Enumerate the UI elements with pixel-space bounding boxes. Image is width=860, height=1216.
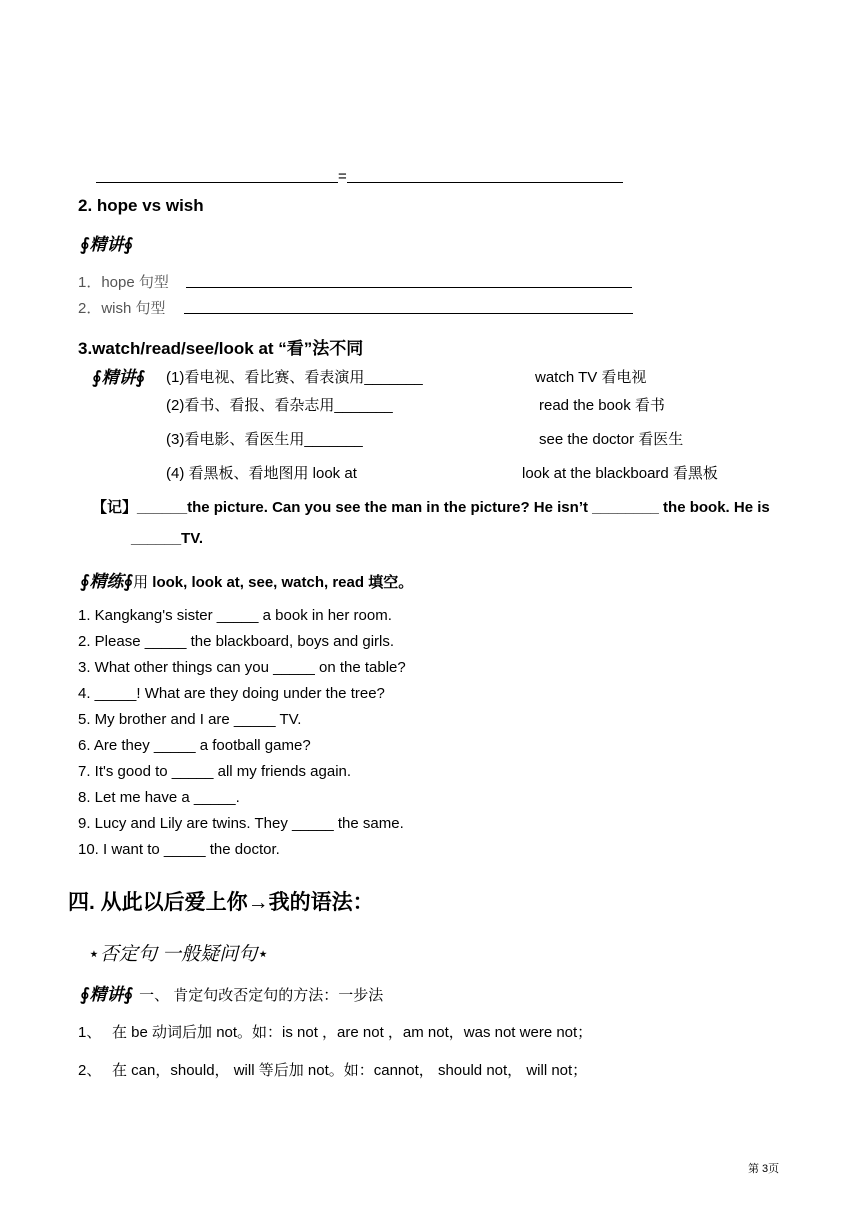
remember-line-2: ______TV. (131, 530, 204, 547)
practice-header (80, 567, 413, 592)
page-number: 第 3页 (748, 1163, 780, 1175)
practice-mark: ∮精练∮ (80, 572, 134, 591)
exercise-item: 6. Are they _____ a football game? (78, 737, 311, 754)
pattern-label: 1．hope 句型 (78, 274, 169, 291)
usage-left: (2)看书、看报、看杂志用_______ (166, 397, 393, 414)
lecture-mark: ∮精讲∮ (92, 368, 146, 387)
exercise-item: 2. Please _____ the blackboard, boys and girls. (78, 633, 395, 650)
grammar-subtitle: ⋆否定句 一般疑问句⋆ (88, 944, 270, 965)
section-title: 四. 从此以后爱上你→我的语法： (68, 891, 374, 914)
exercise-item: 7. It's good to _____ all my friends again. (78, 763, 352, 780)
usage-example: see the doctor 看医生 (539, 431, 684, 448)
instruction-prefix: 用 (133, 574, 153, 591)
instruction-words: look, look at, see, watch, read (152, 574, 365, 591)
remember-text: ______the picture. Can you see the man in the picture? He isn’t ________ the book. He is (137, 499, 770, 516)
usage-example: read the book 看书 (539, 397, 665, 414)
rule-text: 在 can，should， will 等后加 not。如：cannot， should not， will not； (112, 1062, 588, 1079)
step-header (80, 980, 383, 1005)
usage-left: (3)看电影、看医生用_______ (166, 431, 363, 448)
blank-line (347, 182, 623, 183)
remember-tag: 【记】 (92, 499, 138, 516)
rule-text: 在 be 动词后加 not。如：is not ，are not ，am not，was not were not； (112, 1024, 593, 1041)
exercise-item: 4. _____! What are they doing under the tree? (78, 685, 385, 702)
blank-line (184, 313, 633, 314)
rule-number: 1、 (78, 1024, 102, 1041)
blank-line (96, 182, 338, 183)
usage-example: look at the blackboard 看黑板 (522, 465, 718, 482)
usage-left: (1)看电视、看比赛、看表演用_______ (166, 369, 423, 386)
equals-sign: = (338, 168, 347, 185)
blank-line (186, 287, 632, 288)
usage-left: (4) 看黑板、看地图用 look at (166, 465, 357, 482)
exercise-item: 1. Kangkang's sister _____ a book in her room. (78, 607, 392, 624)
exercise-item: 3. What other things can you _____ on the table? (78, 659, 406, 676)
remember-line (92, 496, 770, 517)
usage-example: watch TV 看电视 (535, 369, 647, 386)
rule-number: 2、 (78, 1062, 102, 1079)
exercise-item: 5. My brother and I are _____ TV. (78, 711, 302, 728)
lecture-mark: ∮精讲∮ (80, 235, 134, 254)
section-title: 2. hope vs wish (78, 196, 204, 215)
lecture-mark: ∮精讲∮ (80, 985, 134, 1004)
section-title: 3.watch/read/see/look at “看”法不同 (78, 339, 364, 358)
instruction-suffix: 填空。 (364, 574, 414, 591)
pattern-label: 2．wish 句型 (78, 300, 166, 317)
exercise-item: 8. Let me have a _____. (78, 789, 240, 806)
exercise-item: 10. I want to _____ the doctor. (78, 841, 280, 858)
step-title: 一、 肯定句改否定句的方法：一步法 (139, 987, 384, 1004)
exercise-item: 9. Lucy and Lily are twins. They _____ the same. (78, 815, 404, 832)
